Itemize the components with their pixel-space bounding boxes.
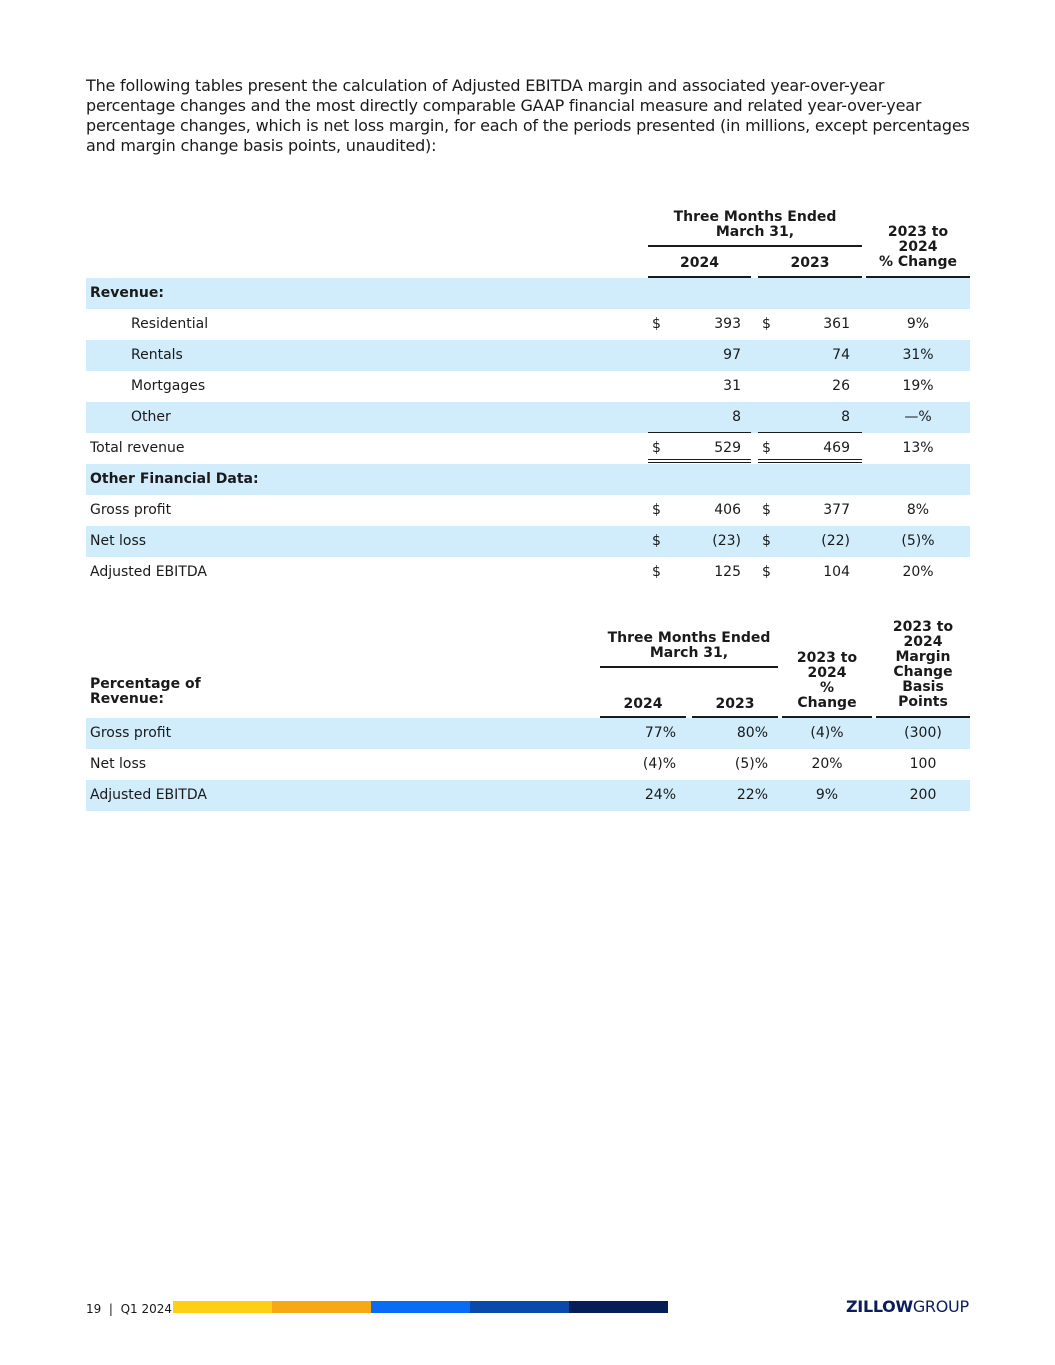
t2-change-line2: 2024 (807, 665, 847, 681)
t2-period-rule (600, 666, 778, 668)
row-label: Other Financial Data: (90, 471, 259, 487)
row-label: Residential (131, 316, 209, 332)
t1-period-rule (648, 245, 862, 247)
row-label: Rentals (131, 347, 183, 363)
table-row-adjusted-ebitda (86, 557, 970, 588)
currency-2024: $ (652, 440, 661, 456)
t2-bps-line1: 2023 to (892, 619, 954, 635)
table-row-total-revenue (86, 433, 970, 464)
revenue-table (86, 205, 970, 605)
table-row-net-loss (86, 526, 970, 557)
value-change: 19% (902, 378, 934, 394)
t2-change-line3: % (819, 680, 835, 696)
table-row-gross-profit (86, 495, 970, 526)
value-change: 20% (902, 564, 934, 580)
value-2023: 361 (823, 316, 850, 332)
value-change: 31% (902, 347, 934, 363)
currency-2023: $ (762, 440, 771, 456)
t2-bps-line3: Margin (895, 649, 951, 665)
t1-period-header (648, 210, 862, 240)
margin-table (86, 615, 970, 815)
value-2023: 22% (736, 787, 768, 803)
table-row-other-financial-section (86, 464, 970, 495)
value-bps: (300) (904, 725, 942, 741)
value-2024: 24% (644, 787, 676, 803)
t2-row-header (90, 677, 201, 707)
value-2024: 31 (723, 378, 741, 394)
value-2024: 125 (714, 564, 741, 580)
table-row-gross-profit-pct (86, 718, 970, 749)
currency-2023: $ (762, 533, 771, 549)
t1-change-line2: 2024 (898, 239, 938, 255)
currency-2024: $ (652, 316, 661, 332)
t2-bps-header (876, 620, 970, 710)
t2-bps-line4: Change (893, 664, 953, 680)
value-2023: 80% (736, 725, 768, 741)
footer-bar-segment (173, 1301, 272, 1313)
t2-row-header-line1: Percentage of (90, 676, 201, 692)
currency-2023: $ (762, 564, 771, 580)
t1-period-line1: Three Months Ended (673, 209, 837, 225)
table-row-net-loss-pct (86, 749, 970, 780)
value-2023: 74 (832, 347, 850, 363)
t2-period-line1: Three Months Ended (607, 630, 771, 646)
value-2023: 469 (823, 440, 850, 456)
t2-change-line1: 2023 to (796, 650, 858, 666)
t2-bps-line5: Basis (902, 679, 944, 695)
t2-period-header (600, 631, 778, 661)
row-label: Net loss (90, 756, 147, 772)
row-label: Total revenue (90, 440, 185, 456)
footer-bar-segment (569, 1301, 668, 1313)
value-change: —% (904, 409, 932, 425)
row-label: Net loss (90, 533, 147, 549)
row-label: Gross profit (90, 725, 172, 741)
page-number: 19 | Q1 2024 (86, 1302, 173, 1316)
value-change: 13% (902, 440, 934, 456)
table-row-rentals (86, 340, 970, 371)
currency-2024: $ (652, 502, 661, 518)
row-label: Gross profit (90, 502, 172, 518)
value-2024: 393 (714, 316, 741, 332)
intro-paragraph: The following tables present the calculation of Adjusted EBITDA margin and associated year-over-year percentage changes and the most directly comparable GAAP financial measure and related year-over-year percentage changes, which is net loss margin, for each of the periods presented (in millions, except percentages and margin change basis points, unaudited): (86, 76, 970, 155)
footer-bar-segment (272, 1301, 371, 1313)
t1-year-2023: 2023 (790, 255, 830, 271)
value-2024: 8 (732, 409, 741, 425)
currency-2024: $ (652, 533, 661, 549)
t2-row-header-line2: Revenue: (90, 691, 164, 707)
value-bps: 100 (909, 756, 937, 772)
value-change: 8% (906, 502, 930, 518)
t1-change-line3: % Change (878, 254, 958, 270)
row-label: Mortgages (131, 378, 206, 394)
t1-change-header (866, 225, 970, 270)
table-row-other (86, 402, 970, 433)
row-label: Other (131, 409, 171, 425)
table-row-adjusted-ebitda-pct (86, 780, 970, 811)
value-2023: 104 (823, 564, 850, 580)
currency-2024: $ (652, 564, 661, 580)
t2-year-2024: 2024 (623, 696, 663, 712)
logo-group: GROUP (912, 1297, 969, 1316)
value-2023: (5)% (734, 756, 768, 772)
currency-2023: $ (762, 502, 771, 518)
row-label: Adjusted EBITDA (90, 787, 207, 803)
footer-bar-segment (470, 1301, 569, 1313)
value-2023: (22) (821, 533, 850, 549)
t2-bps-line2: 2024 (903, 634, 943, 650)
value-2023: 26 (832, 378, 850, 394)
value-change: 9% (906, 316, 930, 332)
zillow-group-logo (846, 1297, 969, 1316)
currency-2023: $ (762, 316, 771, 332)
t1-change-line1: 2023 to (887, 224, 949, 240)
row-label: Revenue: (90, 285, 164, 301)
t1-year-2024: 2024 (680, 255, 719, 271)
value-2023: 8 (841, 409, 850, 425)
table-row-mortgages (86, 371, 970, 402)
value-change: (4)% (810, 725, 844, 741)
row-label: Adjusted EBITDA (90, 564, 207, 580)
t1-period-line2: March 31, (715, 224, 795, 240)
value-2023: 377 (823, 502, 850, 518)
value-bps: 200 (909, 787, 937, 803)
logo-zillow: ZILLOW (846, 1297, 913, 1316)
footer-bar-segment (371, 1301, 470, 1313)
table-row-residential (86, 309, 970, 340)
total-rule-2023 (758, 459, 862, 463)
value-2024: (4)% (642, 756, 676, 772)
value-2024: 529 (714, 440, 741, 456)
value-change: 9% (815, 787, 839, 803)
value-2024: 97 (723, 347, 741, 363)
t2-year-2023: 2023 (715, 696, 755, 712)
t2-bps-line6: Points (898, 694, 948, 710)
table-row-revenue-section (86, 278, 970, 309)
value-2024: (23) (712, 533, 741, 549)
t2-change-header (782, 651, 872, 711)
total-rule-2024 (648, 459, 751, 463)
value-change: 20% (811, 756, 843, 772)
value-2024: 77% (644, 725, 676, 741)
t2-change-line4: Change (797, 695, 857, 711)
value-change: (5)% (901, 533, 935, 549)
t2-period-line2: March 31, (649, 645, 729, 661)
value-2024: 406 (714, 502, 741, 518)
